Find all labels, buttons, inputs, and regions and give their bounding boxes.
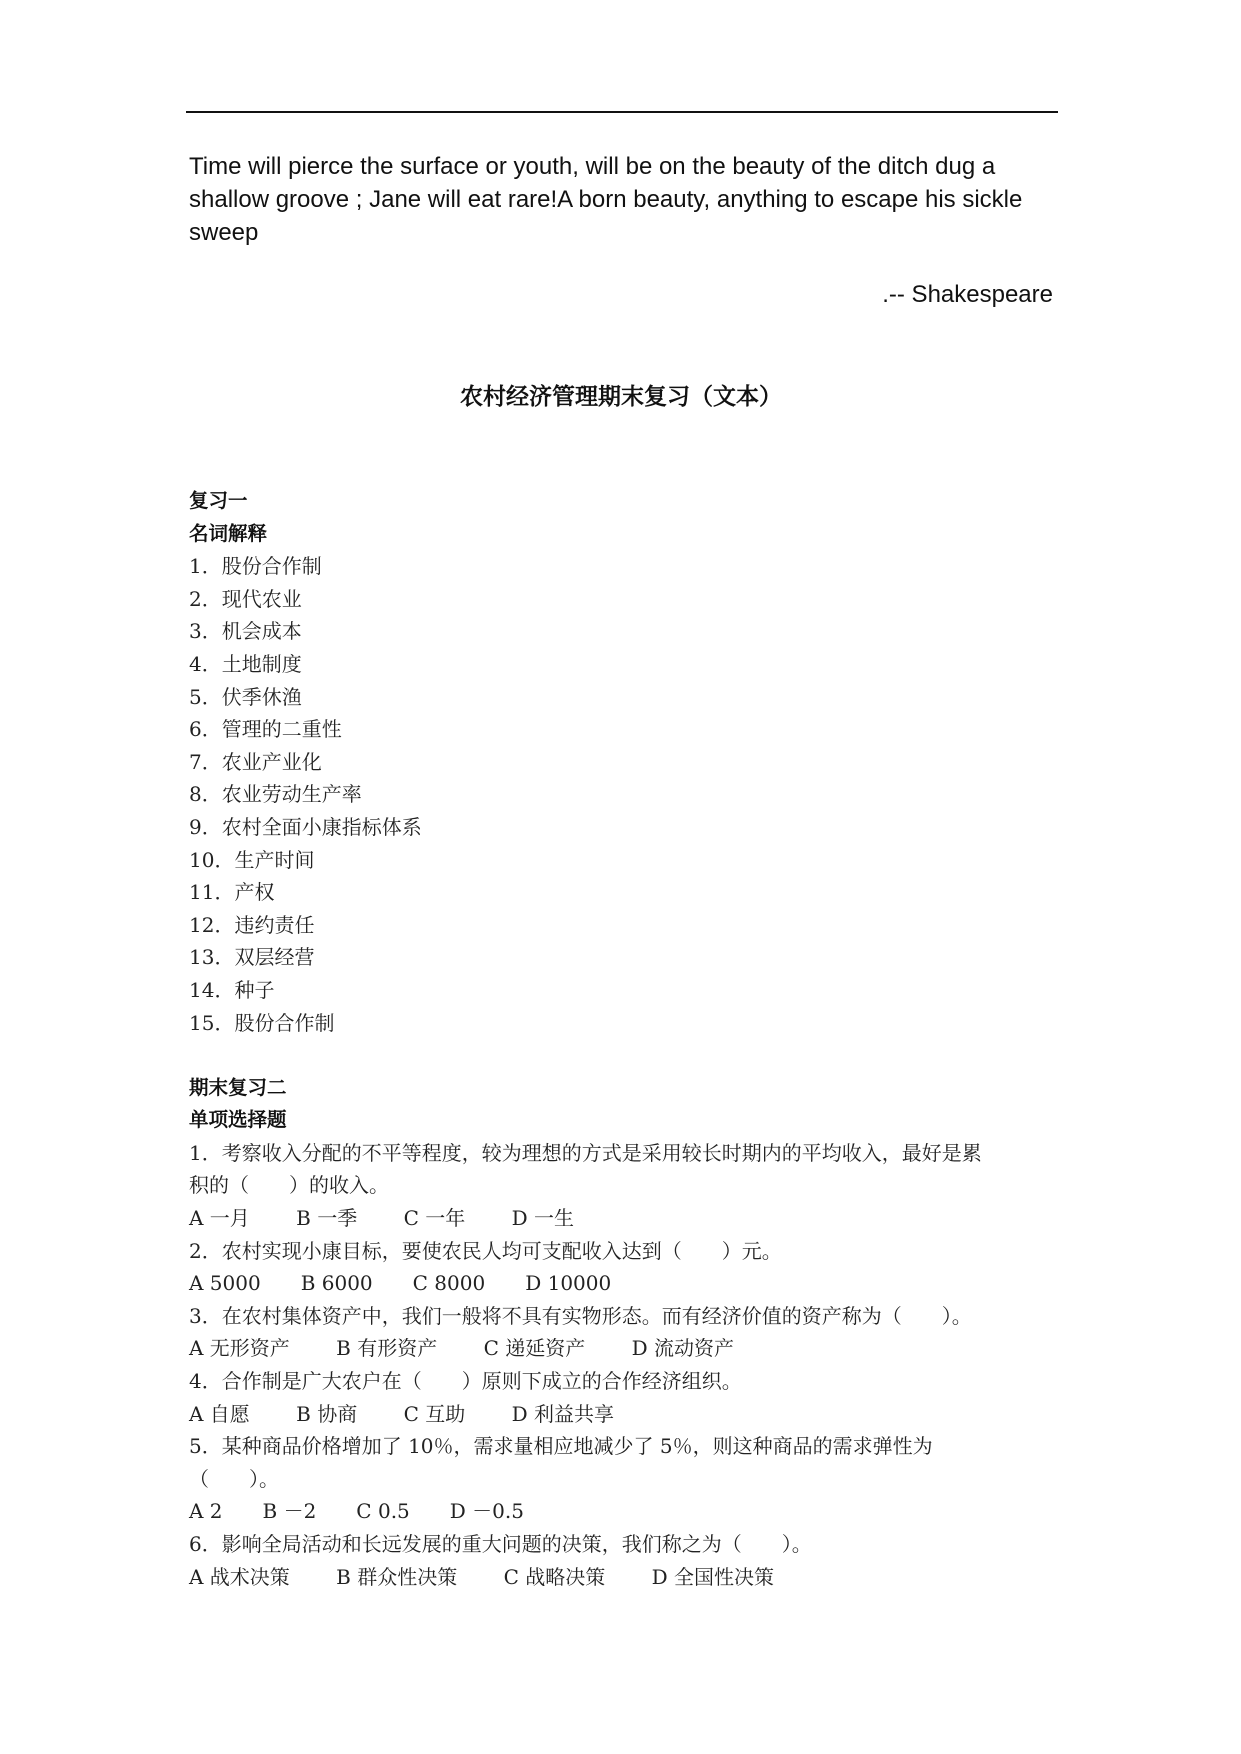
term-item: 14．种子 [189,977,275,1002]
section-gap [189,1039,1059,1072]
question-options: A 无形资产 B 有形资产 C 递延资产 D 流动资产 [189,1336,734,1361]
section-heading: 期末复习二 [189,1075,287,1099]
term-item: 4．土地制度 [189,651,302,676]
term-item: 12．违约责任 [189,912,315,937]
question-line: （ ）。 [189,1466,279,1491]
question-line: 2．农村实现小康目标，要使农民人均可支配收入达到（ ）元。 [189,1238,782,1263]
term-item: 15．股份合作制 [189,1010,335,1035]
question-line: 6．影响全局活动和长远发展的重大问题的决策，我们称之为（ ）。 [189,1532,812,1556]
term-item: 1．股份合作制 [189,554,322,579]
epigraph-quote: Time will pierce the surface or youth, will be on the beauty of the ditch dug a shallow groove ; Jane will eat rare!A born beauty, anything to escape his sickle sweep [189,153,1030,246]
term-item: 11．产权 [189,880,275,905]
question-line: 3．在农村集体资产中，我们一般将不具有实物形态。而有经济价值的资产称为（ ）。 [189,1303,972,1328]
question-options: A 自愿 B 协商 C 互助 D 利益共享 [189,1401,614,1426]
term-item: 7．农业产业化 [189,749,322,774]
question-options: A 5000 B 6000 C 8000 D 10000 [189,1271,612,1296]
term-item: 6．管理的二重性 [189,717,342,742]
question-line: 积的（ ）的收入。 [189,1173,389,1198]
question-line: 1．考察收入分配的不平等程度，较为理想的方式是采用较长时期内的平均收入，最好是累 [189,1140,982,1165]
header-rule [186,111,1058,113]
term-item: 3．机会成本 [189,619,302,644]
document-title: 农村经济管理期末复习（文本） [460,383,782,410]
question-options: A 2 B －2 C 0.5 D －0.5 [189,1499,524,1524]
section-subheading: 单项选择题 [189,1108,287,1132]
section-subheading: 名词解释 [189,521,268,545]
term-item: 2．现代农业 [189,586,302,611]
document-body [189,485,1059,1593]
term-item: 10．生产时间 [189,847,315,872]
term-item: 8．农业劳动生产率 [189,782,362,807]
question-line: 5．某种商品价格增加了 10％，需求量相应地减少了 5％，则这种商品的需求弹性为 [189,1434,933,1459]
section-heading: 复习一 [189,489,248,512]
term-item: 5．伏季休渔 [189,684,302,709]
term-item: 9．农村全面小康指标体系 [189,814,422,839]
question-options: A 一月 B 一季 C 一年 D 一生 [189,1206,574,1231]
term-item: 13．双层经营 [189,945,315,970]
epigraph-attribution: .-- Shakespeare [882,281,1053,308]
question-line: 4．合作制是广大农户在（ ）原则下成立的合作经济组织。 [189,1369,742,1394]
question-options: A 战术决策 B 群众性决策 C 战略决策 D 全国性决策 [189,1564,774,1589]
